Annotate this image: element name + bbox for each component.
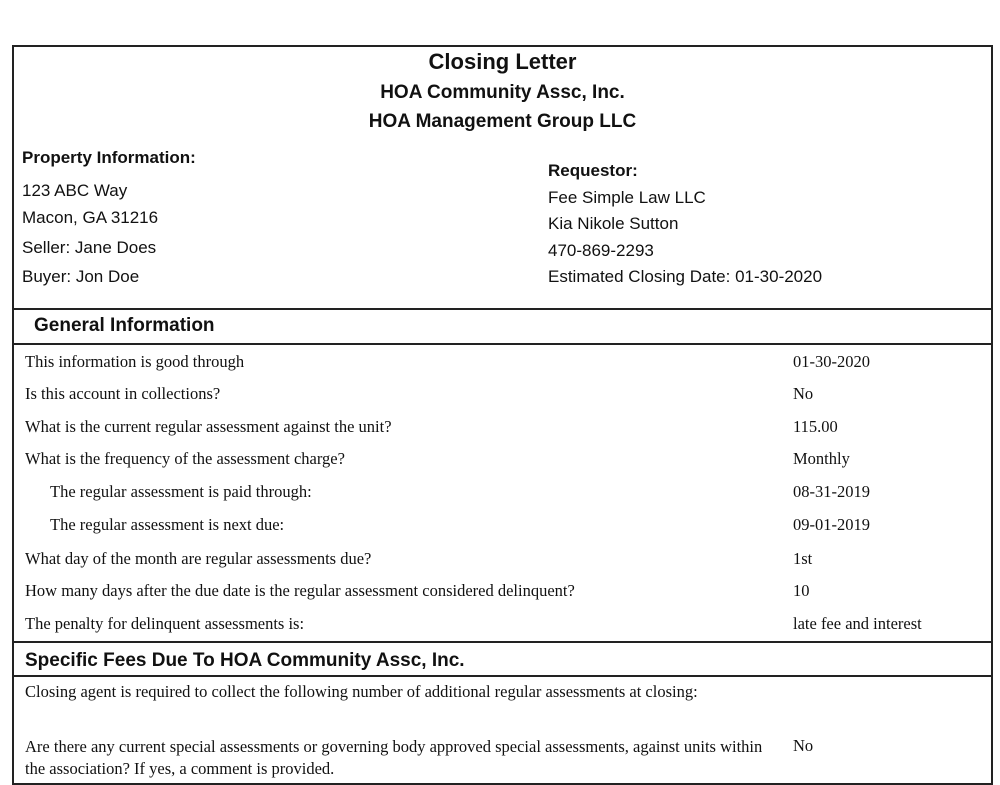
- general-row-answer: 10: [793, 581, 810, 600]
- closing-letter-document: [12, 45, 993, 785]
- specific-fees-heading: Specific Fees Due To HOA Community Assc, Inc.: [25, 650, 465, 671]
- fees-row-question: Are there any current special assessments or governing body approved special assessments, against units within the association? If yes, a comment is provided.: [25, 737, 763, 778]
- section-divider: [14, 675, 991, 677]
- document-title: Closing Letter: [428, 49, 577, 74]
- estimated-closing-date: Estimated Closing Date: 01-30-2020: [548, 267, 823, 286]
- general-row-answer: 01-30-2020: [793, 352, 870, 371]
- requestor-phone: 470-869-2293: [548, 241, 654, 260]
- section-divider: [14, 641, 991, 643]
- property-address-line2: Macon, GA 31216: [22, 208, 159, 227]
- section-divider: [14, 308, 991, 310]
- requestor-heading: Requestor:: [548, 161, 638, 180]
- general-row-question: How many days after the due date is the regular assessment considered delinquent?: [25, 581, 575, 600]
- general-row-question: The penalty for delinquent assessments is:: [25, 614, 305, 633]
- property-seller: Seller: Jane Does: [22, 238, 157, 257]
- section-divider: [14, 343, 991, 345]
- general-row-answer: No: [793, 384, 814, 403]
- general-row-answer: 08-31-2019: [793, 482, 870, 501]
- property-info-heading: Property Information:: [22, 148, 196, 167]
- property-address-line1: 123 ABC Way: [22, 181, 128, 200]
- requestor-name: Kia Nikole Sutton: [548, 214, 679, 233]
- fees-row-question: Closing agent is required to collect the following number of additional regular assessments at closing:: [25, 682, 698, 701]
- requestor-company: Fee Simple Law LLC: [548, 188, 706, 207]
- general-row-answer: Monthly: [793, 449, 850, 468]
- general-row-question: This information is good through: [25, 352, 245, 371]
- general-row-question: What day of the month are regular assessments due?: [25, 549, 372, 568]
- general-row-answer: 115.00: [793, 417, 838, 436]
- general-row-question: The regular assessment is next due:: [50, 515, 285, 534]
- general-row-question: The regular assessment is paid through:: [50, 482, 312, 501]
- general-row-question: Is this account in collections?: [25, 384, 221, 403]
- general-row-answer: late fee and interest: [793, 614, 922, 633]
- general-row-question: What is the current regular assessment against the unit?: [25, 417, 392, 436]
- general-row-question: What is the frequency of the assessment charge?: [25, 449, 345, 468]
- fees-row-answer: No: [793, 736, 814, 755]
- association-name: HOA Community Assc, Inc.: [380, 82, 625, 103]
- general-row-answer: 09-01-2019: [793, 515, 870, 534]
- management-company: HOA Management Group LLC: [368, 111, 637, 132]
- general-info-heading: General Information: [34, 315, 215, 336]
- general-row-answer: 1st: [793, 549, 813, 568]
- property-buyer: Buyer: Jon Doe: [22, 267, 140, 286]
